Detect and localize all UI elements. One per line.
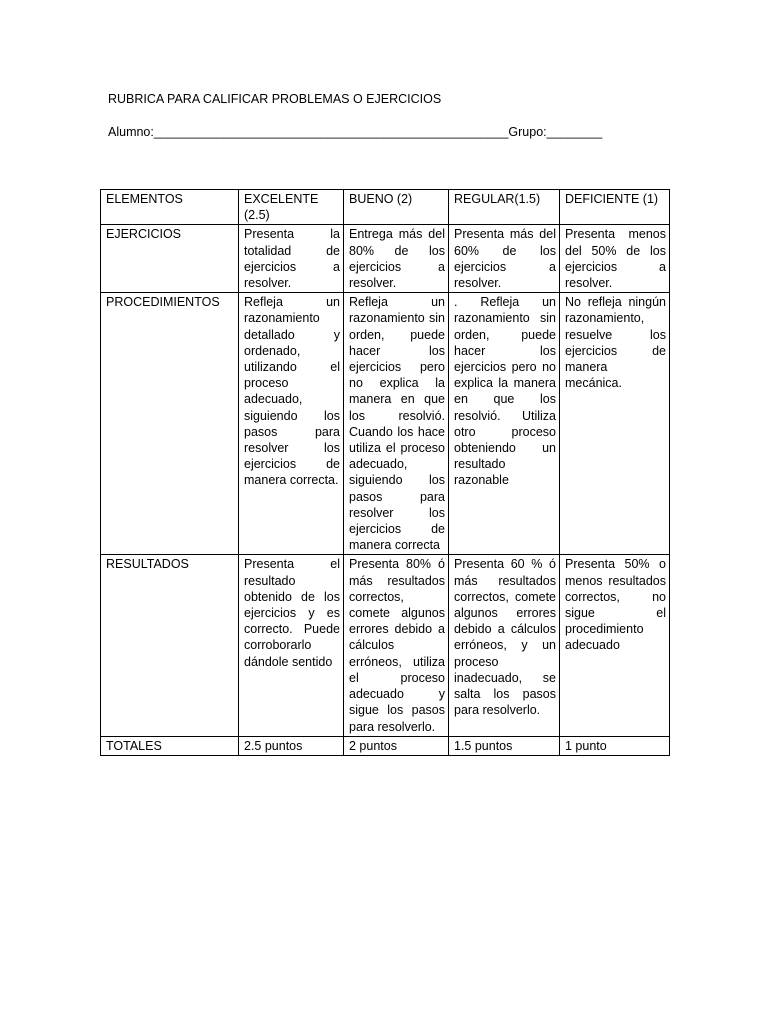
cell-regular: Presenta 60 % ó más resultados correctos, comete algunos errores debido a cálculos erróneos, y un proceso inadecuado, se salta los pasos para resolverlo. <box>449 555 560 736</box>
cell-deficiente: Presenta 50% o menos resultados correctos, no sigue el procedimiento adecuado <box>560 555 670 736</box>
rubric-table <box>100 189 670 756</box>
header-row <box>101 190 670 225</box>
cell-excelente: Presenta el resultado obtenido de los ejercicios y es correcto. Puede corroborarlo dándole sentido <box>239 555 344 736</box>
header-bueno: BUENO (2) <box>344 190 449 225</box>
element-label: TOTALES <box>101 736 239 755</box>
student-name-blank: ___________________________________________________ <box>153 125 509 139</box>
cell-bueno: Presenta 80% ó más resultados correctos, comete algunos errores debido a cálculos erróneos, utiliza el proceso adecuado y sigue los pasos para resolverlo. <box>344 555 449 736</box>
group-label: Grupo: <box>508 125 547 139</box>
cell-bueno: Refleja un razonamiento sin orden, puede hacer los ejercicios pero no explica la manera en que los resolvió. Cuando los hace utiliza el proceso adecuado, siguiendo los pasos para resolver los ejercicios de manera correcta <box>344 293 449 555</box>
cell-excelente: Presenta la totalidad de ejercicios a resolver. <box>239 225 344 293</box>
cell-bueno: Entrega más del 80% de los ejercicios a resolver. <box>344 225 449 293</box>
student-label: Alumno: <box>108 125 154 139</box>
element-label: PROCEDIMIENTOS <box>101 293 239 555</box>
cell-regular: Presenta más del 60% de los ejercicios a resolver. <box>449 225 560 293</box>
cell-excelente: 2.5 puntos <box>239 736 344 755</box>
cell-deficiente: No refleja ningún razonamiento, resuelve los ejercicios de manera mecánica. <box>560 293 670 555</box>
row-totales <box>101 736 670 755</box>
cell-bueno: 2 puntos <box>344 736 449 755</box>
cell-deficiente: Presenta menos del 50% de los ejercicios a resolver. <box>560 225 670 293</box>
group-blank: ________ <box>546 125 603 139</box>
element-label: EJERCICIOS <box>101 225 239 293</box>
row-ejercicios <box>101 225 670 293</box>
row-procedimientos <box>101 293 670 555</box>
cell-regular: 1.5 puntos <box>449 736 560 755</box>
header-deficiente: DEFICIENTE (1) <box>560 190 670 225</box>
document-title: RUBRICA PARA CALIFICAR PROBLEMAS O EJERCICIOS <box>108 92 442 106</box>
element-label: RESULTADOS <box>101 555 239 736</box>
header-regular: REGULAR(1.5) <box>449 190 560 225</box>
header-excelente: EXCELENTE (2.5) <box>239 190 344 225</box>
cell-regular: . Refleja un razonamiento sin orden, puede hacer los ejercicios pero no explica la manera en que los resolvió. Utiliza otro proceso obteniendo un resultado razonable <box>449 293 560 555</box>
student-info-line <box>108 125 602 139</box>
cell-excelente: Refleja un razonamiento detallado y ordenado, utilizando el proceso adecuado, siguiendo los pasos para resolver los ejercicios de manera correcta. <box>239 293 344 555</box>
row-resultados <box>101 555 670 736</box>
cell-deficiente: 1 punto <box>560 736 670 755</box>
header-elementos: ELEMENTOS <box>101 190 239 225</box>
